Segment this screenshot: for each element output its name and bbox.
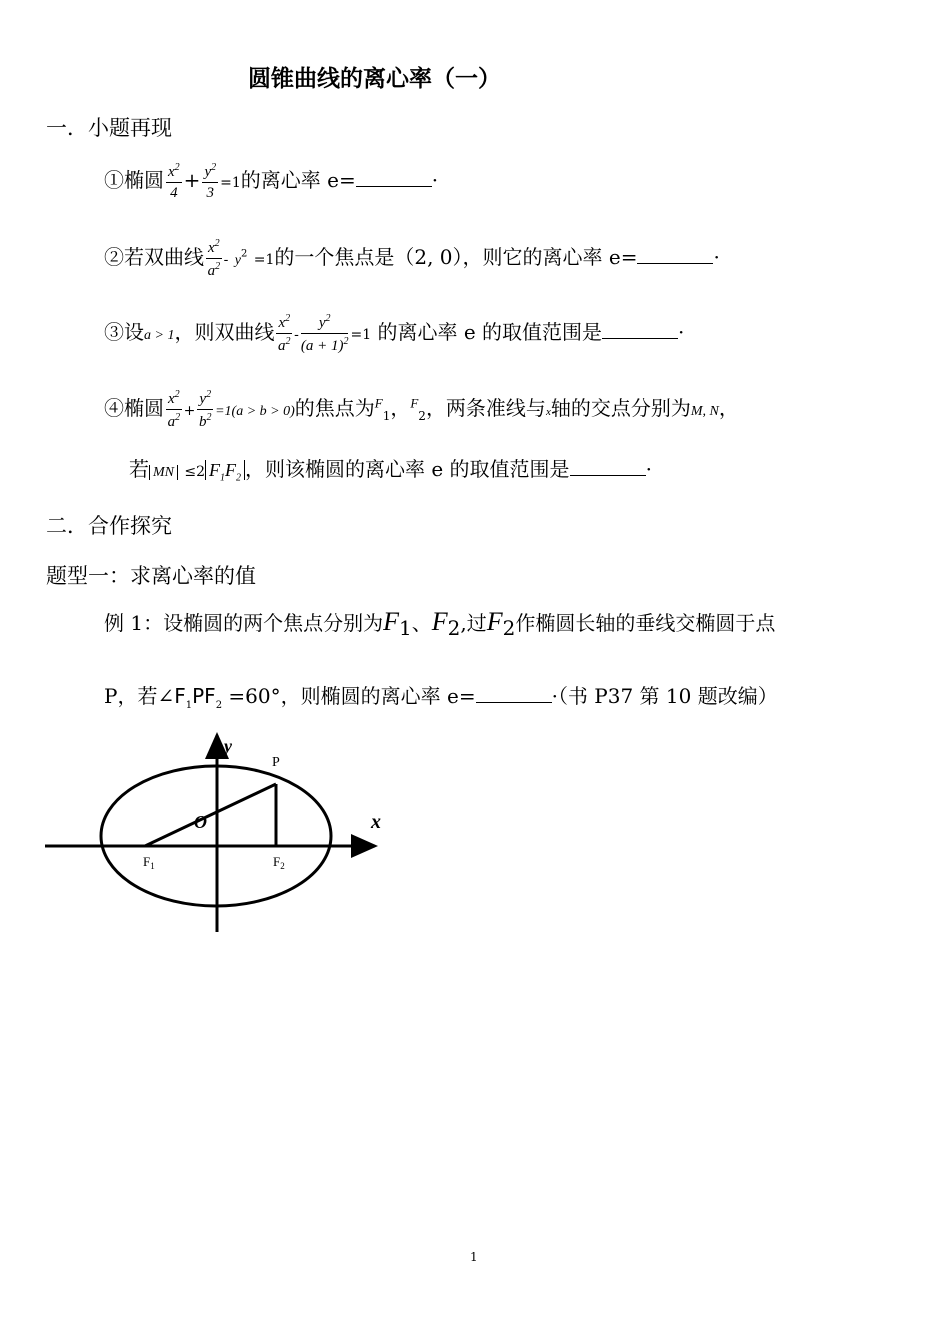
q1-suffix: 的离心率 e= [240, 168, 356, 192]
q4-frac-x: $\frac{x^2}{a^2}$ [167, 389, 181, 430]
q4-f1f2-abs: $F_1F_2$ [205, 460, 245, 480]
question-4: ④椭圆 $\frac{x^2}{a^2}$ + $\frac{y^2}{b^2}$ =1(a > b > 0)的焦点为$^F_1$，$^F_2$，两条准线与x轴的交点分别为M, N， [104, 389, 739, 430]
q3-suffix: 的离心率 e 的取值范围是 [371, 320, 603, 344]
example-1-line1: 例 1：设椭圆的两个焦点分别为$F_1$、$F_2$,过$F_2$作椭圆长轴的垂线交椭圆于点 [104, 607, 776, 640]
ex1-answer-blank[interactable] [476, 686, 552, 703]
problem-type-heading: 题型一：求离心率的值 [46, 564, 256, 588]
ellipse-figure [40, 730, 400, 940]
origin-label: O [194, 812, 207, 832]
q2-suffix: 的一个焦点是（2, 0），则它的离心率 e= [274, 245, 638, 269]
point-p-label: P [272, 755, 280, 770]
q2-frac-x: $\frac{x^2}{a^2}$ [207, 238, 221, 279]
question-3: ③设a > 1，则双曲线 $\frac{x^2}{a^2}$ - $\frac{y^2}{(a + 1)^2}$ =1 的离心率 e 的取值范围是 · [104, 313, 685, 354]
q2-answer-blank[interactable] [637, 247, 713, 264]
example-1-line2: P，若$\angle F_1PF_2 =60^\circ$，则椭圆的离心率 e= ·（书 P37 第 10 题改编） [104, 684, 778, 711]
ex1-f1: F [383, 607, 399, 636]
q3-mid: ，则双曲线 [174, 320, 275, 344]
q3-prefix: 设 [124, 320, 144, 344]
ex1-source-note: （书 P37 第 10 题改编） [557, 684, 778, 708]
segment-f1-p [145, 784, 276, 846]
q1-number: ① [104, 168, 124, 192]
q3-frac-y: $\frac{y^2}{(a + 1)^2}$ [300, 313, 349, 354]
x-label: x [371, 811, 381, 833]
section-heading-2: 二．合作探究 [46, 514, 172, 538]
q4-frac-y: $\frac{y^2}{b^2}$ [198, 389, 212, 430]
q4-mn-abs: MN [149, 465, 178, 480]
q2-number: ② [104, 245, 124, 269]
q3-frac-x: $\frac{x^2}{a^2}$ [278, 313, 291, 354]
question-1: ①椭圆 $\frac{x^2}{4}$ + $\frac{y^2}{3}$ =1的离心率 e= · [104, 162, 439, 201]
f2-label: $F_2$ [273, 854, 285, 871]
q1-prefix: 椭圆 [124, 168, 164, 192]
q1-frac-y: $\frac{y^2}{3}$ [204, 162, 217, 201]
question-2: ②若双曲线 $\frac{x^2}{a^2}$ - $y^2 =1$的一个焦点是（2, 0），则它的离心率 e= · [104, 238, 720, 279]
q3-condition: a > 1 [144, 328, 175, 343]
q1-frac-x: $\frac{x^2}{4}$ [168, 162, 180, 201]
q3-answer-blank[interactable] [602, 322, 678, 339]
q2-prefix: 若双曲线 [124, 245, 204, 269]
q2-y: y [234, 253, 241, 268]
q4-mn: M, N [690, 404, 719, 419]
y-label: y [224, 736, 232, 756]
q1-answer-blank[interactable] [356, 170, 432, 187]
q4-condition: =1(a > b > 0) [215, 404, 295, 419]
q4-answer-blank[interactable] [570, 459, 646, 476]
page-title: 圆锥曲线的离心率（一） [248, 66, 501, 92]
q4-prefix: 椭圆 [124, 396, 164, 420]
q3-number: ③ [104, 320, 124, 344]
section-heading-1: 一．小题再现 [46, 116, 172, 140]
f1-label: $F_1$ [143, 854, 155, 871]
q1-eq: =1 [220, 175, 241, 191]
q4-number: ④ [104, 396, 124, 420]
question-4-line2: 若 MN ≤2 $F_1F_2$ ，则该椭圆的离心率 e 的取值范围是 · [129, 457, 652, 484]
page-number: 1 [470, 1250, 478, 1264]
